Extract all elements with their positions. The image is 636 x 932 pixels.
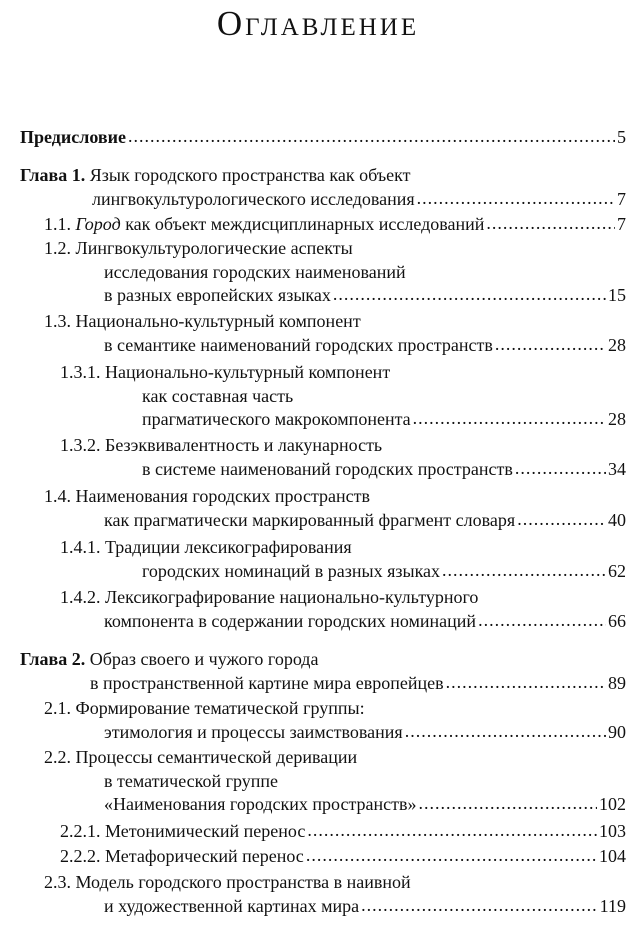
toc-entry-line: Формирование тематической группы:	[75, 698, 365, 718]
toc-entry-number: 2.2.	[44, 747, 76, 767]
toc-entry-chapter-label: Глава 1.	[20, 165, 86, 185]
toc-page-number: 15	[608, 285, 626, 305]
dot-leader	[478, 609, 606, 633]
toc-entry-text	[142, 560, 440, 584]
toc-entry-line: исследования городских наименований	[104, 261, 406, 282]
toc-entry-line: Национально-культурный компонент	[75, 311, 361, 331]
toc-entry-text	[104, 793, 417, 817]
toc-page-number: 90	[608, 721, 626, 742]
toc-entry-text	[90, 672, 444, 696]
dot-leader	[419, 792, 597, 816]
toc-entry-text	[60, 435, 382, 455]
toc-entry-chapter-label: Глава 2.	[20, 649, 86, 669]
toc-entry-text	[20, 126, 126, 150]
toc-entry-line: Язык городского пространства как объект	[89, 165, 411, 185]
toc-entry-chapter-label: Предисловие	[20, 127, 126, 147]
dot-leader	[405, 720, 606, 744]
dot-leader	[442, 559, 606, 583]
toc-page-number: 28	[608, 409, 626, 429]
dot-leader	[446, 671, 606, 695]
toc-entry[interactable]	[20, 586, 626, 633]
toc-entry-line: прагматического макрокомпонента	[142, 409, 411, 429]
toc-entry-text	[142, 408, 411, 432]
toc-entry[interactable]	[20, 845, 626, 869]
toc-entry-text	[60, 845, 304, 869]
toc-entry-line: в системе наименований городских пространств	[142, 458, 513, 479]
toc-entry-text	[92, 188, 415, 212]
dot-leader	[333, 283, 606, 307]
toc-entry-line: в пространственной картине мира европейцев	[90, 672, 444, 693]
toc-entry-number: 1.3.1.	[60, 362, 105, 382]
toc-page-number: 89	[608, 672, 626, 693]
toc-entry-number: 2.2.2.	[60, 846, 105, 866]
toc-entry-text	[104, 721, 403, 745]
toc-entry-line: Модель городского пространства в наивной	[75, 872, 411, 892]
dot-leader	[413, 407, 606, 431]
toc-entry-text	[104, 334, 493, 358]
dot-leader	[307, 819, 597, 843]
toc-entry-number: 1.4.	[44, 486, 76, 506]
toc-entry[interactable]	[20, 536, 626, 583]
toc-entry-text	[44, 872, 411, 892]
toc-entry-text	[104, 895, 359, 919]
toc-entry-number: 2.3.	[44, 872, 76, 892]
toc-page-number: 66	[608, 610, 626, 631]
toc-entry-line: Метафорический перенос	[105, 846, 304, 866]
toc-entry[interactable]	[20, 485, 626, 532]
toc-entry-text	[44, 486, 370, 506]
toc-entry-text	[104, 284, 331, 308]
toc-entry-text	[104, 262, 406, 282]
toc-entry-line: Национально-культурный компонент	[105, 362, 391, 382]
toc-entry-line: и художественной картинах мира	[104, 895, 360, 916]
toc-entry-line: в тематической группе	[104, 770, 278, 791]
toc-entry-line: как объект междисциплинарных исследований	[120, 214, 485, 234]
toc-entry-line: лингвокультурологического исследования	[92, 188, 415, 209]
toc-entry-text	[44, 747, 357, 767]
toc-entry-line: Традиции лексикографирования	[105, 537, 352, 557]
toc-entry-number: 2.1.	[44, 698, 76, 718]
toc-entry-number: 2.2.1.	[60, 821, 105, 841]
toc-entry-text	[60, 362, 390, 382]
toc-entry-text	[104, 610, 476, 634]
toc-entry-number: 1.2.	[44, 238, 76, 258]
toc-entry-line: Процессы семантической деривации	[75, 747, 358, 767]
toc-entry-line: как прагматически маркированный фрагмент словаря	[104, 509, 516, 530]
toc-page-number: 119	[599, 895, 626, 916]
toc-entry-number: 1.3.	[44, 311, 76, 331]
toc-entry-emphasis: Город	[75, 214, 121, 234]
toc-page-number: 104	[599, 846, 626, 866]
toc-entry-text	[60, 537, 352, 557]
toc-entry-number: 1.1.	[44, 214, 76, 234]
toc-entry-text	[44, 238, 353, 258]
toc-entry-text	[142, 458, 513, 482]
toc-entry[interactable]	[20, 361, 626, 432]
toc-page-number: 103	[599, 821, 626, 841]
toc-entry-line: в семантике наименований городских пространств	[104, 334, 493, 355]
toc-entry-line: Метонимический перенос	[105, 821, 306, 841]
toc-entry-line: в разных европейских языках	[104, 285, 331, 305]
toc-entry-line: «Наименования городских пространств»	[104, 794, 417, 814]
toc-entry-line: Безэквивалентность и лакунарность	[105, 435, 383, 455]
toc-entry-line: компонента в содержании городских номинаций	[104, 610, 477, 631]
toc-page-number: 102	[599, 794, 626, 814]
toc-entry-line: Лингвокультурологические аспекты	[75, 238, 353, 258]
toc-entry-text	[104, 771, 278, 791]
toc-entry[interactable]	[20, 126, 626, 150]
toc-page-number: 28	[608, 334, 626, 355]
toc-entry[interactable]	[20, 213, 626, 237]
toc-page-number: 40	[608, 509, 626, 530]
toc-entry-line: как составная часть	[142, 385, 294, 406]
toc-entry-text	[60, 820, 305, 844]
toc-entry-text	[104, 509, 515, 533]
toc-entry-text	[44, 311, 361, 331]
dot-leader	[486, 212, 615, 236]
toc-entry[interactable]	[20, 434, 626, 481]
dot-leader	[306, 844, 597, 868]
toc-entry-number: 1.4.1.	[60, 537, 105, 557]
dot-leader	[515, 457, 606, 481]
toc-entry[interactable]	[20, 164, 626, 211]
toc-page-number: 7	[617, 188, 626, 209]
toc-entry-text	[44, 213, 484, 237]
toc-page-number: 34	[608, 458, 626, 479]
toc-entry-text	[20, 649, 318, 669]
toc-entry-line: Наименования городских пространств	[75, 486, 371, 506]
toc-entry[interactable]	[20, 820, 626, 844]
toc-entry-text	[60, 587, 478, 607]
toc-entry-line: Лексикографирование национально-культурного	[105, 587, 479, 607]
dot-leader	[417, 187, 615, 211]
toc-entry-line: Образ своего и чужого города	[89, 649, 319, 669]
toc-entry-text	[142, 386, 293, 406]
toc-entry[interactable]	[20, 871, 626, 918]
toc-entry[interactable]	[20, 746, 626, 817]
page-title: Оглавление	[216, 4, 420, 43]
toc-page-number: 62	[608, 560, 626, 581]
dot-leader	[361, 894, 598, 918]
toc-entry-line: городских номинаций в разных языках	[142, 560, 441, 581]
toc-entry-text	[20, 165, 411, 185]
toc-entry[interactable]	[20, 237, 626, 308]
toc-entry[interactable]	[20, 697, 626, 744]
dot-leader	[517, 508, 606, 532]
toc-page-number: 7	[617, 214, 626, 234]
toc-entry-text	[44, 698, 365, 718]
dot-leader	[128, 125, 615, 149]
toc-entry[interactable]	[20, 648, 626, 695]
toc-entry-number: 1.4.2.	[60, 587, 105, 607]
dot-leader	[495, 333, 606, 357]
toc-page-number: 5	[617, 127, 626, 147]
toc-entry[interactable]	[20, 310, 626, 357]
toc-entry-line: этимология и процессы заимствования	[104, 721, 403, 742]
toc-entry-number: 1.3.2.	[60, 435, 105, 455]
